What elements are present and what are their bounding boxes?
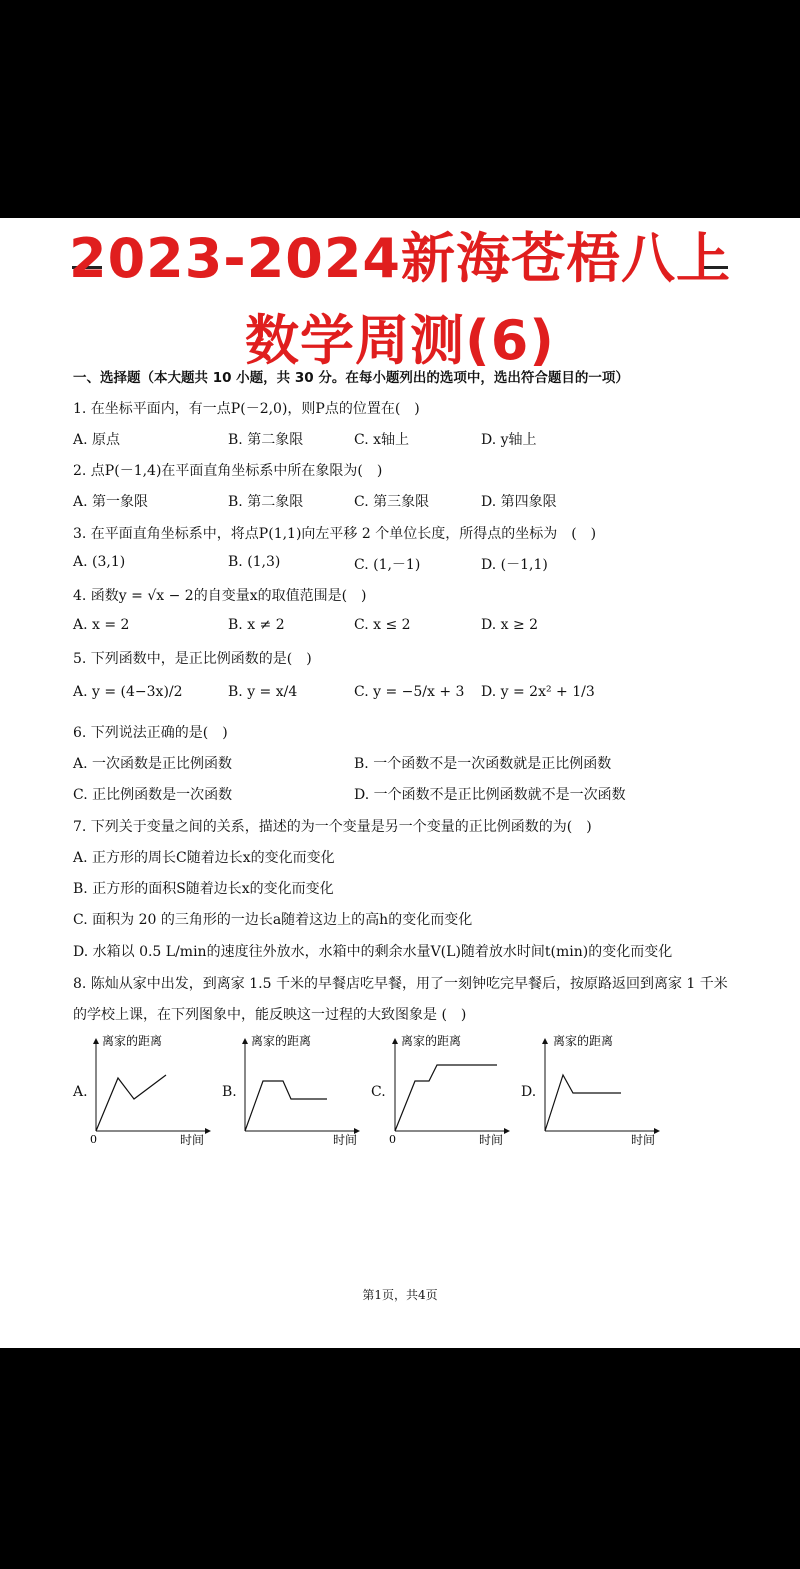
graph-b-curve bbox=[245, 1081, 327, 1131]
graph-b bbox=[237, 1033, 387, 1148]
q3-option-a: A. (3,1) bbox=[73, 554, 126, 570]
q2-option-c: C. 第三象限 bbox=[354, 494, 430, 510]
graph-b-xlabel: 时间 bbox=[333, 1133, 358, 1147]
graph-a-xlabel: 时间 bbox=[180, 1133, 205, 1147]
question-1: 1. 在坐标平面内，有一点P(－2,0)，则P点的位置在( ) bbox=[73, 401, 420, 417]
graph-c-ylabel: 离家的距离 bbox=[401, 1034, 462, 1048]
q8-option-c-label: C. bbox=[371, 1084, 386, 1100]
q6-option-d: D. 一个函数不是正比例函数就不是一次函数 bbox=[354, 787, 626, 803]
q5-option-c: C. y = −5/x + 3 bbox=[354, 684, 465, 700]
question-8: 8. 陈灿从家中出发，到离家 1.5 千米的早餐店吃早餐，用了一刻钟吃完早餐后，按原路返回到离家 1 千米 bbox=[73, 976, 728, 992]
graph-a-origin: 0 bbox=[90, 1133, 97, 1146]
q5-option-b: B. y = x/4 bbox=[228, 684, 298, 700]
page-title-line2: 数学周测(6) bbox=[245, 309, 555, 372]
question-2: 2. 点P(－1,4)在平面直角坐标系中所在象限为( ) bbox=[73, 463, 383, 479]
q8-option-d-label: D. bbox=[521, 1084, 537, 1100]
graph-d bbox=[537, 1033, 687, 1148]
q7-option-a: A. 正方形的周长C随着边长x的变化而变化 bbox=[73, 850, 335, 866]
q7-option-b: B. 正方形的面积S随着边长x的变化而变化 bbox=[73, 881, 334, 897]
q1-option-c: C. x轴上 bbox=[354, 432, 410, 448]
q7-option-c: C. 面积为 20 的三角形的一边长a随着这边上的高h的变化而变化 bbox=[73, 912, 473, 928]
question-8-cont: 的学校上课，在下列图象中，能反映这一过程的大致图象是 ( ) bbox=[73, 1007, 467, 1023]
section-heading: 一、选择题（本大题共 10 小题，共 30 分。在每小题列出的选项中，选出符合题目的一项） bbox=[73, 370, 629, 386]
graph-c bbox=[387, 1033, 537, 1148]
graph-d-xlabel: 时间 bbox=[631, 1133, 656, 1147]
q6-option-b: B. 一个函数不是一次函数就是正比例函数 bbox=[354, 756, 612, 772]
page-footer: 第1页，共4页 bbox=[362, 1288, 438, 1302]
q5-option-a: A. y = (4−3x)/2 bbox=[73, 684, 183, 700]
q7-option-d: D. 水箱以 0.5 L/min的速度往外放水，水箱中的剩余水量V(L)随着放水时间t(min)的变化而变化 bbox=[73, 944, 673, 960]
q6-option-c: C. 正比例函数是一次函数 bbox=[73, 787, 233, 803]
question-5: 5. 下列函数中，是正比例函数的是( ) bbox=[73, 651, 312, 667]
q8-option-b-label: B. bbox=[222, 1084, 237, 1100]
q6-option-a: A. 一次函数是正比例函数 bbox=[73, 756, 233, 772]
page-title-line1: 2023-2024新海苍梧八上 bbox=[69, 227, 731, 290]
q3-option-d: D. (－1,1) bbox=[481, 557, 548, 573]
graph-c-origin: 0 bbox=[389, 1133, 396, 1146]
q2-option-a: A. 第一象限 bbox=[73, 494, 149, 510]
graph-d-ylabel: 离家的距离 bbox=[553, 1034, 614, 1048]
q1-option-b: B. 第二象限 bbox=[228, 432, 304, 448]
q1-option-a: A. 原点 bbox=[73, 432, 121, 448]
exam-paper bbox=[0, 218, 800, 1348]
q4-option-c: C. x ≤ 2 bbox=[354, 617, 411, 633]
graph-c-curve bbox=[395, 1065, 497, 1131]
question-4: 4. 函数y = √x − 2的自变量x的取值范围是( ) bbox=[73, 588, 367, 604]
q1-option-d: D. y轴上 bbox=[481, 432, 537, 448]
question-6: 6. 下列说法正确的是( ) bbox=[73, 725, 228, 741]
graph-b-ylabel: 离家的距离 bbox=[251, 1034, 312, 1048]
question-3: 3. 在平面直角坐标系中，将点P(1,1)向左平移 2 个单位长度，所得点的坐标为 ( ) bbox=[73, 526, 597, 542]
graph-c-xlabel: 时间 bbox=[479, 1133, 504, 1147]
question-7: 7. 下列关于变量之间的关系，描述的为一个变量是另一个变量的正比例函数的为( ) bbox=[73, 819, 592, 835]
graph-a-ylabel: 离家的距离 bbox=[102, 1034, 163, 1048]
q2-option-d: D. 第四象限 bbox=[481, 494, 557, 510]
q8-option-a-label: A. bbox=[73, 1084, 88, 1100]
q4-option-a: A. x = 2 bbox=[73, 617, 130, 633]
q5-option-d: D. y = 2x² + 1/3 bbox=[481, 684, 595, 700]
q3-option-c: C. (1,－1) bbox=[354, 557, 421, 573]
graph-d-curve bbox=[545, 1075, 621, 1131]
q3-option-b: B. (1,3) bbox=[228, 554, 281, 570]
graph-a bbox=[88, 1033, 238, 1148]
q4-option-d: D. x ≥ 2 bbox=[481, 617, 539, 633]
q2-option-b: B. 第二象限 bbox=[228, 494, 304, 510]
graph-a-curve bbox=[96, 1075, 166, 1131]
q4-option-b: B. x ≠ 2 bbox=[228, 617, 285, 633]
